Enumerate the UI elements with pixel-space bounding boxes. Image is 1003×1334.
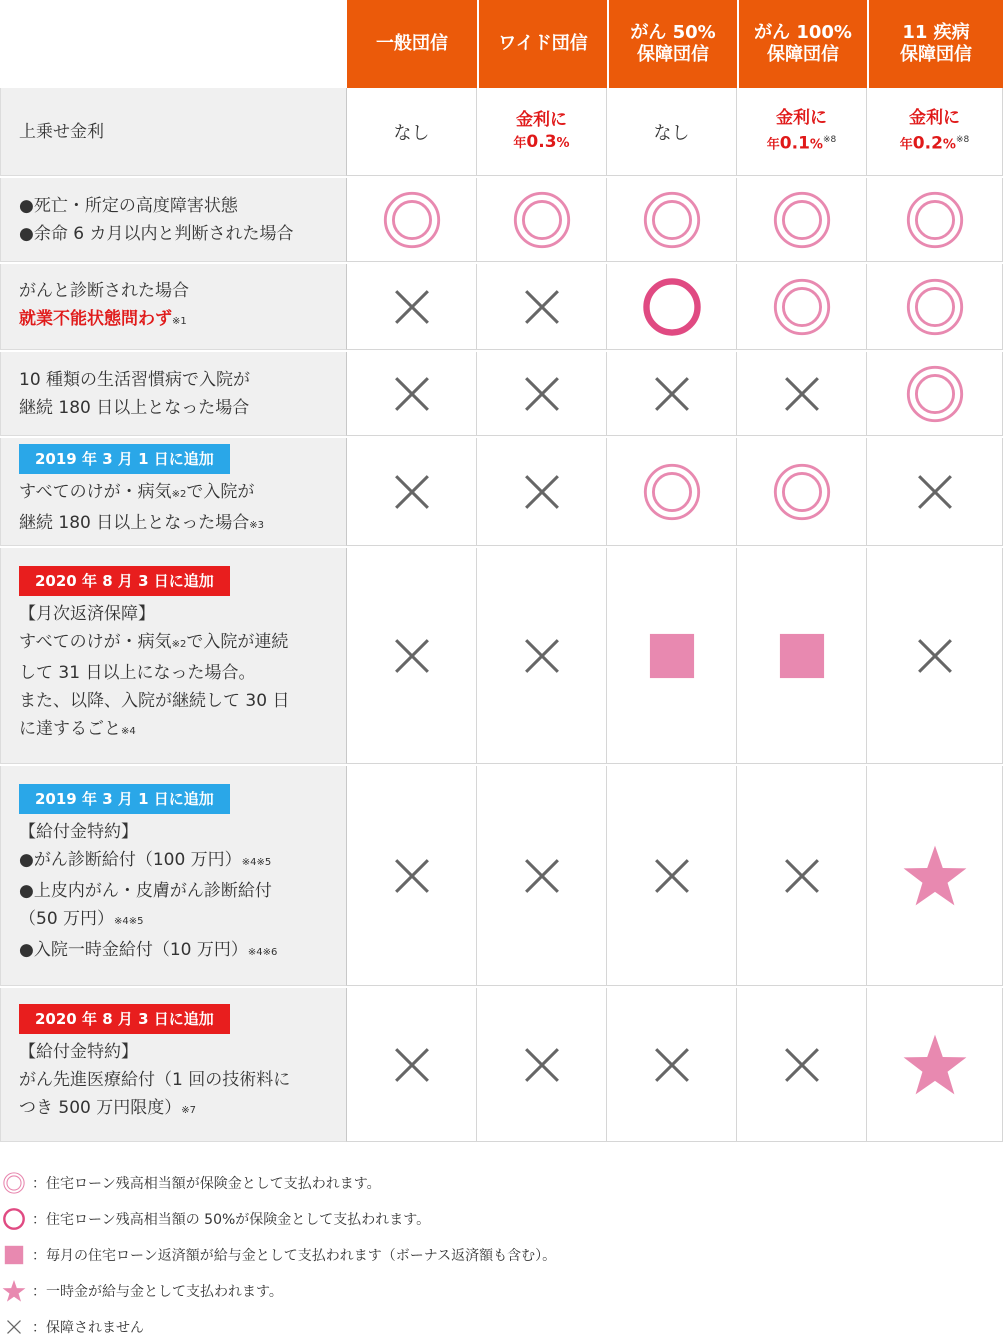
row-label-cell: [0, 352, 347, 436]
header-cancer50: がん 50% 保障団信: [607, 0, 737, 88]
wide-cross-icon: [477, 766, 607, 986]
cancer100-cross-icon: [737, 352, 867, 436]
row-label-line: ●上皮内がん・皮膚がん診断給付: [19, 881, 272, 901]
11-diseases-double-circle-icon: [867, 178, 1003, 262]
general-cross-icon: [347, 988, 477, 1142]
header-11-diseases: 11 疾病 保障団信: [867, 0, 1003, 88]
general-double-circle-icon: [347, 178, 477, 262]
cancer100-double-circle-icon: [737, 178, 867, 262]
table-row: [0, 350, 1003, 436]
11-diseases-star-icon: [867, 766, 1003, 986]
square-icon: [0, 1243, 28, 1267]
cross-icon: [0, 1315, 28, 1334]
legend-item: [0, 1201, 1003, 1237]
cancer100-square-icon: [737, 548, 867, 764]
wide-double-circle-icon: [477, 178, 607, 262]
row-label-cell: [0, 438, 347, 546]
row-label-cell: [0, 178, 347, 262]
cancer50-double-circle-icon: [607, 178, 737, 262]
general-cross-icon: [347, 766, 477, 986]
row-label-line: （50 万円）※4※5: [19, 909, 144, 929]
row-label-highlight: 就業不能状態問わず※1: [19, 309, 187, 329]
wide-cross-icon: [477, 988, 607, 1142]
legend-text: ：保障されません: [32, 1320, 144, 1334]
added-date-badge: 2020 年 8 月 3 日に追加: [19, 1004, 230, 1034]
header-wide: ワイド団信: [477, 0, 607, 88]
added-date-badge: 2019 年 3 月 1 日に追加: [19, 444, 230, 474]
wide-cross-icon: [477, 264, 607, 350]
row-label-line: ●余命 6 カ月以内と判断された場合: [19, 223, 294, 244]
legend-text: ：毎月の住宅ローン返済額が給与金として支払われます（ボーナス返済額も含む）。: [32, 1248, 557, 1264]
11-diseases-cross-icon: [867, 548, 1003, 764]
legend-item: [0, 1237, 1003, 1273]
cancer100-cross-icon: [737, 766, 867, 986]
wide-cross-icon: [477, 352, 607, 436]
table-row: [0, 88, 1003, 176]
table-row: [0, 986, 1003, 1142]
cancer50-circle-icon: [607, 264, 737, 350]
table-row: [0, 262, 1003, 350]
row-label-line: つき 500 万円限度）※7: [19, 1098, 197, 1118]
table-row: [0, 764, 1003, 986]
general-cross-icon: [347, 548, 477, 764]
row-label-cell: [0, 88, 347, 176]
cancer100-rate-text: 金利に 年0.1%$^{※8}$: [737, 88, 867, 176]
legend-text: ：一時金が給与金として支払われます。: [32, 1284, 283, 1300]
row-label-line: ●がん診断給付（100 万円）※4※5: [19, 850, 272, 870]
table-row: [0, 546, 1003, 764]
11-diseases-star-icon: [867, 988, 1003, 1142]
11-diseases-double-circle-icon: [867, 264, 1003, 350]
general-rate-text: なし: [347, 88, 477, 176]
added-date-badge: 2019 年 3 月 1 日に追加: [19, 784, 230, 814]
cancer50-rate-text: なし: [607, 88, 737, 176]
cancer50-cross-icon: [607, 766, 737, 986]
cancer50-cross-icon: [607, 988, 737, 1142]
legend-item: [0, 1309, 1003, 1334]
row-label-cell: [0, 766, 347, 986]
row-label-line: すべてのけが・病気※2で入院が連続: [19, 631, 289, 652]
cancer100-cross-icon: [737, 988, 867, 1142]
11-diseases-cross-icon: [867, 438, 1003, 546]
row-label-line: 【給付金特約】: [19, 1042, 138, 1062]
row-label-line: ●死亡・所定の高度障害状態: [19, 195, 238, 216]
row-label-line: 10 種類の生活習慣病で入院が: [19, 369, 251, 390]
header-general: 一般団信: [347, 0, 477, 88]
table-header-row: [0, 0, 1003, 88]
cancer100-double-circle-icon: [737, 264, 867, 350]
wide-rate-text: 金利に 年0.3%: [477, 88, 607, 176]
header-blank-cell: [0, 0, 347, 88]
general-cross-icon: [347, 438, 477, 546]
cancer50-cross-icon: [607, 352, 737, 436]
row-label-line: 【給付金特約】: [19, 822, 138, 842]
11-diseases-double-circle-icon: [867, 352, 1003, 436]
row-label-line: 継続 180 日以上となった場合※3: [19, 512, 265, 533]
legend: [0, 1165, 1003, 1334]
row-label-line: して 31 日以上になった場合。: [19, 662, 256, 683]
row-label-line: 継続 180 日以上となった場合: [19, 397, 250, 418]
table-row: [0, 436, 1003, 546]
cancer50-square-icon: [607, 548, 737, 764]
row-label-line: また、以降、入院が継続して 30 日: [19, 690, 290, 711]
star-icon: [0, 1279, 28, 1303]
legend-item: [0, 1165, 1003, 1201]
row-label-line: 【月次返済保障】: [19, 603, 155, 624]
cancer100-double-circle-icon: [737, 438, 867, 546]
row-label-cell: [0, 548, 347, 764]
double-circle-icon: [0, 1171, 28, 1195]
general-cross-icon: [347, 264, 477, 350]
table-row: [0, 176, 1003, 262]
wide-cross-icon: [477, 548, 607, 764]
wide-cross-icon: [477, 438, 607, 546]
row-label-line: がん先進医療給付（1 回の技術料に: [19, 1070, 291, 1090]
row-label-line: がんと診断された場合: [19, 281, 189, 301]
row-label-line: に達するごと※4: [19, 718, 136, 739]
header-cancer100: がん 100% 保障団信: [737, 0, 867, 88]
row-label-cell: [0, 988, 347, 1142]
row-label-line: 上乗せ金利: [19, 121, 104, 142]
row-label-line: ●入院一時金給付（10 万円）※4※6: [19, 940, 278, 960]
cancer50-double-circle-icon: [607, 438, 737, 546]
general-cross-icon: [347, 352, 477, 436]
added-date-badge: 2020 年 8 月 3 日に追加: [19, 566, 230, 596]
row-label-cell: [0, 264, 347, 350]
circle-icon: [0, 1207, 28, 1231]
11-diseases-rate-text: 金利に 年0.2%$^{※8}$: [867, 88, 1003, 176]
legend-text: ：住宅ローン残高相当額が保険金として支払われます。: [32, 1176, 381, 1192]
row-label-line: すべてのけが・病気※2で入院が: [19, 481, 255, 502]
legend-item: [0, 1273, 1003, 1309]
legend-text: ：住宅ローン残高相当額の 50%が保険金として支払われます。: [32, 1212, 431, 1228]
